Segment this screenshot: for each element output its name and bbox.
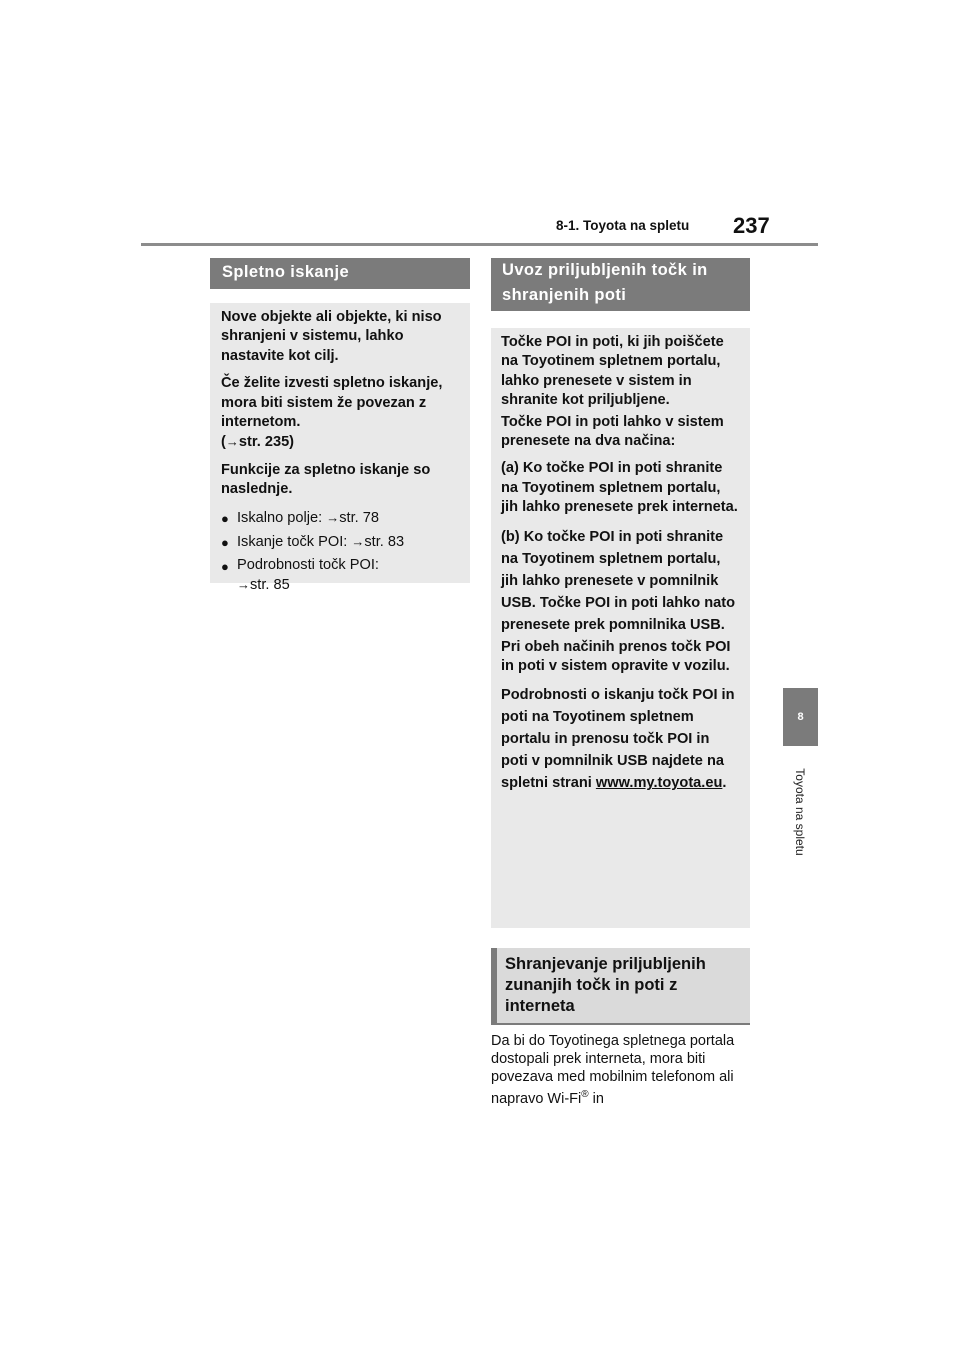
paragraph: Točke POI in poti lahko v sistem prenesete na dva načina: [501,413,724,450]
paragraph: Funkcije za spletno iskanje so naslednje. [221,461,431,498]
paragraph-text: Podrobnosti o iskanju točk POI in poti na Toyotinem spletnem portalu in prenosu točk POI in poti v pomnilnik USB najdete na spletni strani [501,687,735,792]
body-text: in [592,1090,604,1107]
bullet-icon: ● [221,534,229,550]
chapter-side-label: Toyota na spletu [793,768,807,856]
arrow-right-icon: → [351,533,365,549]
list-item-label: Iskanje točk POI: [237,533,348,550]
list-item [221,556,460,595]
heading-rule [491,1023,750,1025]
paragraph: Nove objekte ali objekte, ki niso shranjeni v sistemu, lahko nastavite kot cilj. [221,309,442,364]
left-column [210,258,470,593]
bullet-icon: ● [221,558,229,574]
page-reference[interactable]: str. 83 [364,533,405,550]
info-box-web-search [210,303,470,593]
website-link[interactable]: www.my.toyota.eu [595,775,723,792]
right-column [491,258,750,1108]
paragraph: Točke POI in poti, ki jih poiščete na Toyotinem spletnem portalu, lahko prenesete v sistem in shranite kot priljubljene. [501,334,724,409]
body-text: Da bi do Toyotinega spletnega portala dostopali prek interneta, mora biti povezava med mobilnim telefonom ali napravo Wi-Fi [491,1033,735,1107]
heading-web-search: Spletno iskanje [210,258,470,289]
paragraph-text: Če želite izvesti spletno iskanje, mora biti sistem že povezan z internetom. [221,375,443,431]
body-paragraph [491,1032,750,1108]
paragraph [221,374,460,453]
header-rule [141,243,818,246]
chapter-tab: 8 [783,688,818,746]
bullet-icon: ● [221,510,229,526]
paragraph: (b) Ko točke POI in poti shranite na Toyotinem spletnem portalu, jih lahko prenesete v pomnilnik USB. Točke POI in poti lahko nato prenesete prek pomnilnika USB. [501,528,736,633]
list-item-label: Podrobnosti točk POI: [237,556,379,573]
page-reference[interactable]: str. 78 [339,509,379,526]
page-reference[interactable]: str. 235) [238,434,295,451]
heading-import-favorites: Uvoz priljubljenih točk in shranjenih poti [491,258,750,311]
feature-list [221,508,460,595]
paragraph: (a) Ko točke POI in poti shranite na Toyotinem spletnem portalu, jih lahko prenesete prek interneta. [501,460,738,516]
list-item-label: Iskalno polje: [237,509,323,526]
arrow-right-icon: → [326,509,340,525]
header-section-title: 8-1. Toyota na spletu [556,218,690,233]
arrow-right-icon: → [237,576,250,592]
arrow-right-icon: → [225,434,239,450]
period: . [722,775,727,792]
registered-mark: ® [581,1089,589,1100]
list-item [221,508,460,528]
list-item [221,532,460,552]
page-number: 237 [733,213,770,238]
page-reference[interactable]: str. 85 [250,576,290,593]
info-box-import [491,328,750,928]
heading-save-favorites: Shranjevanje priljubljenih zunanjih točk in poti z interneta [491,948,750,1023]
paragraph: Pri obeh načinih prenos točk POI in poti v sistem opravite v vozilu. [501,638,731,675]
open-paren: ( [221,434,226,451]
paragraph [501,684,740,794]
